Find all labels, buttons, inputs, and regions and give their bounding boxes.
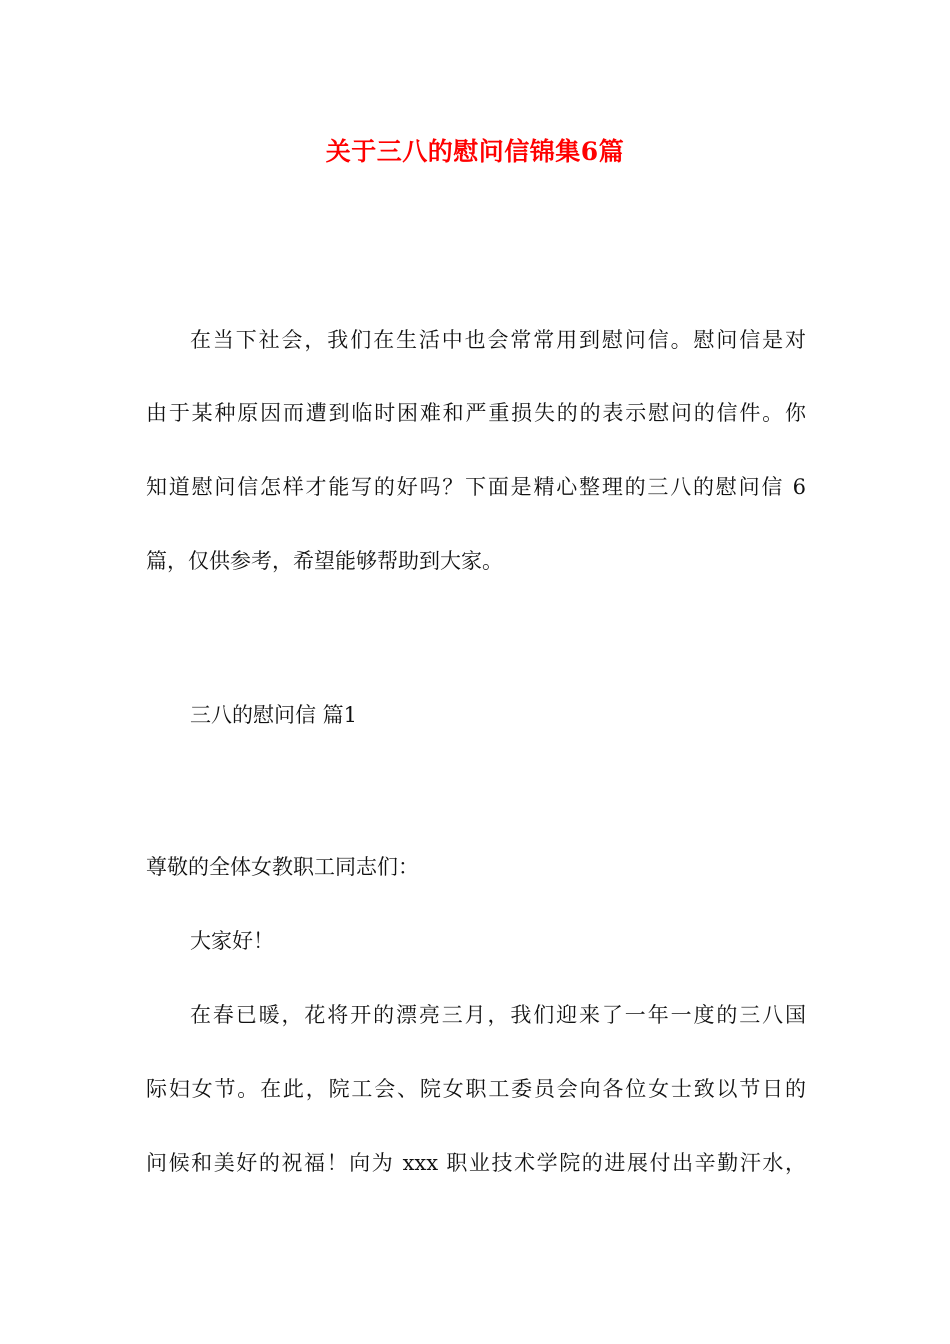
intro-line-2: 由于某种原因而遭到临时困难和严重损失的的表示慰问的信件。你 (146, 401, 806, 425)
intro-line-4: 篇，仅供参考，希望能够帮助到大家。 (146, 549, 503, 573)
greeting: 大家好！ (190, 929, 274, 953)
body-line-3: 问候和美好的祝福！向为 xxx 职业技术学院的进展付出辛勤汗水， (146, 1151, 806, 1175)
section-heading: 三八的慰问信 篇1 (190, 703, 358, 727)
body-line-2: 际妇女节。在此，院工会、院女职工委员会向各位女士致以节日的 (146, 1077, 806, 1101)
salutation: 尊敬的全体女教职工同志们： (146, 855, 419, 879)
document-title: 关于三八的慰问信锦集6篇 (325, 137, 625, 166)
intro-line-3: 知道慰问信怎样才能写的好吗？下面是精心整理的三八的慰问信 6 (146, 475, 806, 499)
body-line-1: 在春已暖，花将开的漂亮三月，我们迎来了一年一度的三八国 (190, 1003, 806, 1027)
intro-line-1: 在当下社会，我们在生活中也会常常用到慰问信。慰问信是对 (190, 328, 806, 352)
